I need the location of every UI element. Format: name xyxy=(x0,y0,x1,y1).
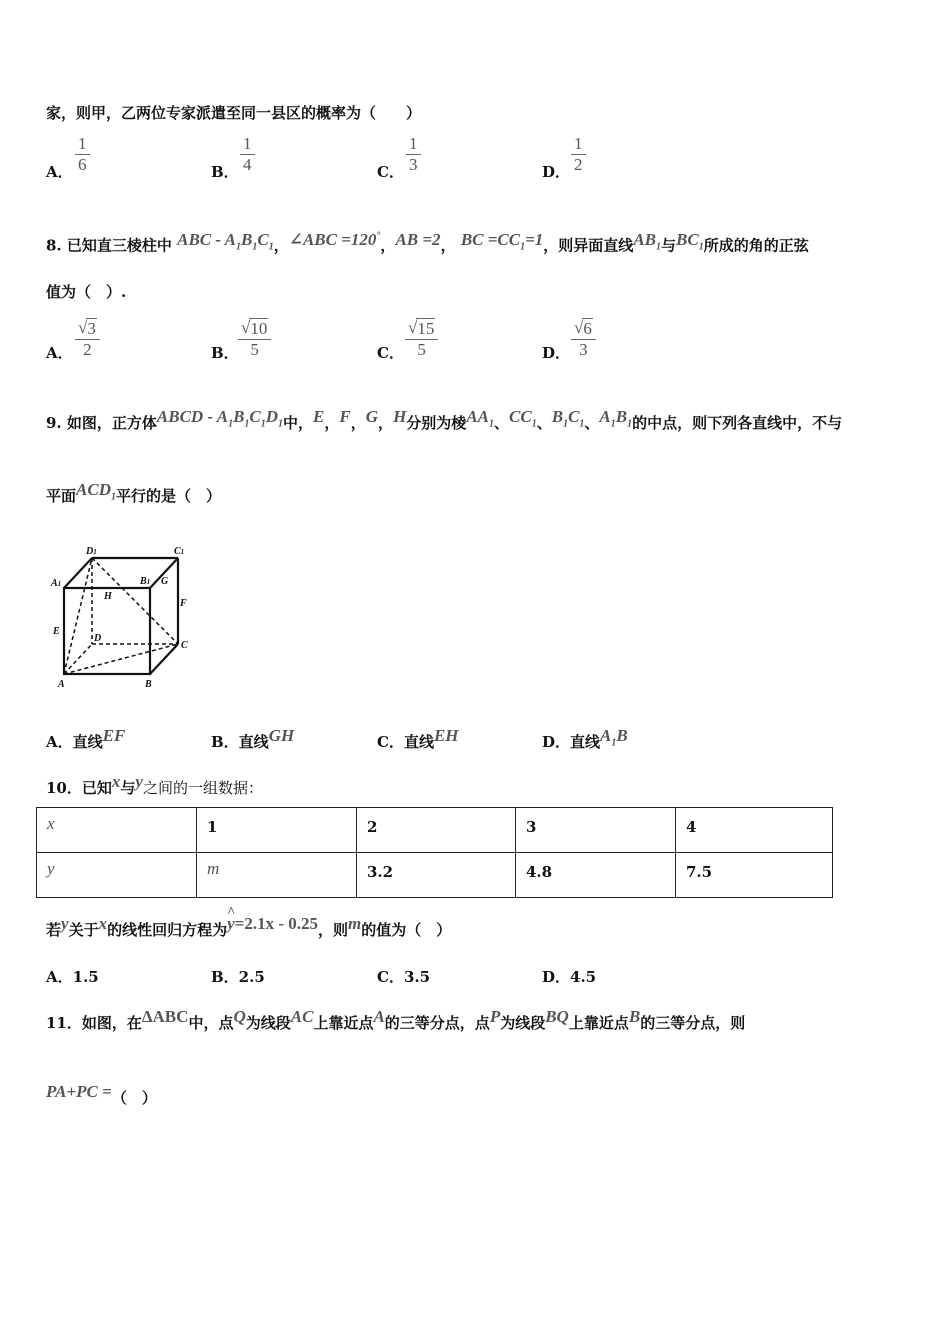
q8-angle: ∠ABC =120° xyxy=(288,229,381,249)
label-c1: C1 xyxy=(174,546,185,557)
q8-prefix: 8. 已知直三棱柱中 xyxy=(46,236,172,255)
q10-option-c: C．3.5 xyxy=(377,968,431,986)
plane-edge-ac xyxy=(64,644,178,674)
plane-edge-ad1 xyxy=(64,558,92,674)
fraction-denominator: 2 xyxy=(574,155,583,174)
q8-option-b-label: B． xyxy=(211,344,239,362)
q10-option-b: B．2.5 xyxy=(211,968,265,986)
q8-stem: 8. 已知直三棱柱中 ABC - $A_1B_1C_1$，∠ABC =120°，AB =2， BC $=CC_1=1$，则异面直线$AB_1$与$BC_1$所成的角的正弦 xyxy=(46,229,809,255)
table-cell: y xyxy=(37,853,197,898)
q7-option-b-label: B． xyxy=(211,163,239,181)
label-d: D xyxy=(94,633,102,644)
q8-stem-line2: 值为（ ）. xyxy=(46,283,127,301)
q7-option-b-fraction xyxy=(240,134,255,175)
table-cell: 7.5 xyxy=(676,853,833,898)
q10-option-d: D．4.5 xyxy=(542,968,597,986)
q10-option-a: A．1.5 xyxy=(46,968,99,986)
table-cell: 1 xyxy=(197,808,357,853)
q9-option-c: C．直线EH xyxy=(377,726,459,751)
q9-cube: ABCD - $A_1B_1C_1D_1$ xyxy=(156,407,284,430)
q9-option-a: A．直线EF xyxy=(46,726,126,751)
q7-continuation: 家，则甲，乙两位专家派遣至同一县区的概率为（ ） xyxy=(46,104,422,122)
cube-figure xyxy=(46,540,196,695)
q8-ab: AB =2 xyxy=(395,229,441,249)
label-a1: A1 xyxy=(51,578,62,589)
table-cell: m xyxy=(197,853,357,898)
q10-regression-line: 若y关于x的线性回归方程为^ y=2.1x - 0.25，则m的值为（ ） xyxy=(46,920,451,940)
q11-stem: 11．如图，在ΔABC中，点Q为线段AC上靠近点A的三等分点，点P为线段BQ上靠近点B的三等分点，则 xyxy=(46,1007,746,1032)
fraction-numerator: 1 xyxy=(243,134,252,153)
label-c: C xyxy=(181,640,188,651)
table-row xyxy=(37,853,833,898)
label-a: A xyxy=(58,679,65,690)
cube-edge-a1d1 xyxy=(64,558,92,588)
label-b: B xyxy=(145,679,152,690)
q10-data-table xyxy=(36,807,833,898)
q10-stem: 10．已知x与y之间的一组数据： xyxy=(46,772,263,797)
q9-stem: 9. 如图，正方体ABCD - $A_1B_1C_1D_1$中，E，F，G，H分别为棱$AA_1$、$CC_1$、$B_1C_1$、$A_1B_1$的中点，则下列各直线中，不与 xyxy=(46,407,843,432)
label-e: E xyxy=(53,626,60,637)
fraction-numerator: 1 xyxy=(574,134,583,153)
label-f: F xyxy=(180,598,187,609)
fraction-denominator: 4 xyxy=(243,155,252,174)
label-g: G xyxy=(161,576,169,587)
q8-option-c-fraction: √ 15 5 xyxy=(405,318,438,360)
table-cell: 2 xyxy=(357,808,516,853)
fraction-denominator: 3 xyxy=(409,155,418,174)
fraction-denominator: 6 xyxy=(78,155,87,174)
q7-option-c-label: C． xyxy=(377,163,404,181)
q8-ab1: $AB_1$ xyxy=(633,229,661,253)
q7-option-c-fraction xyxy=(406,134,421,175)
q9-option-b: B．直线GH xyxy=(211,726,295,751)
q8-option-a-fraction: √ 3 2 xyxy=(75,318,100,360)
fraction-numerator: 1 xyxy=(409,134,418,153)
q7-option-a-fraction xyxy=(75,134,90,175)
q8-option-d-label: D． xyxy=(542,344,571,362)
q7-option-d-fraction xyxy=(571,134,586,175)
table-row xyxy=(37,808,833,853)
q8-bc: BC $=CC_1=1$ xyxy=(460,229,544,253)
table-cell: 3 xyxy=(516,808,676,853)
q7-option-a-label: A． xyxy=(46,163,73,181)
label-h: H xyxy=(104,591,112,602)
q8-option-c-label: C． xyxy=(377,344,404,362)
q9-option-d: D．直线$A_1B$ xyxy=(542,726,628,751)
q8-bc1: $BC_1$ xyxy=(676,229,704,253)
table-cell: x xyxy=(37,808,197,853)
fraction-numerator: 1 xyxy=(78,134,87,153)
cube-edge-bc xyxy=(150,644,178,674)
q8-prism: ABC - $A_1B_1C_1$ xyxy=(177,229,274,253)
q8-option-b-fraction: √ 10 5 xyxy=(238,318,271,360)
table-cell: 4 xyxy=(676,808,833,853)
q8-option-d-fraction: √ 6 3 xyxy=(571,318,596,360)
q7-option-d-label: D． xyxy=(542,163,571,181)
label-b1: B1 xyxy=(140,576,151,587)
q11-expression: PA+PC =（ ） xyxy=(46,1082,157,1107)
q9-stem-line2: 平面$ACD_1$平行的是（ ） xyxy=(46,480,221,505)
q8-option-a-label: A． xyxy=(46,344,73,362)
label-d1: D1 xyxy=(86,546,97,557)
table-cell: 3.2 xyxy=(357,853,516,898)
table-cell: 4.8 xyxy=(516,853,676,898)
